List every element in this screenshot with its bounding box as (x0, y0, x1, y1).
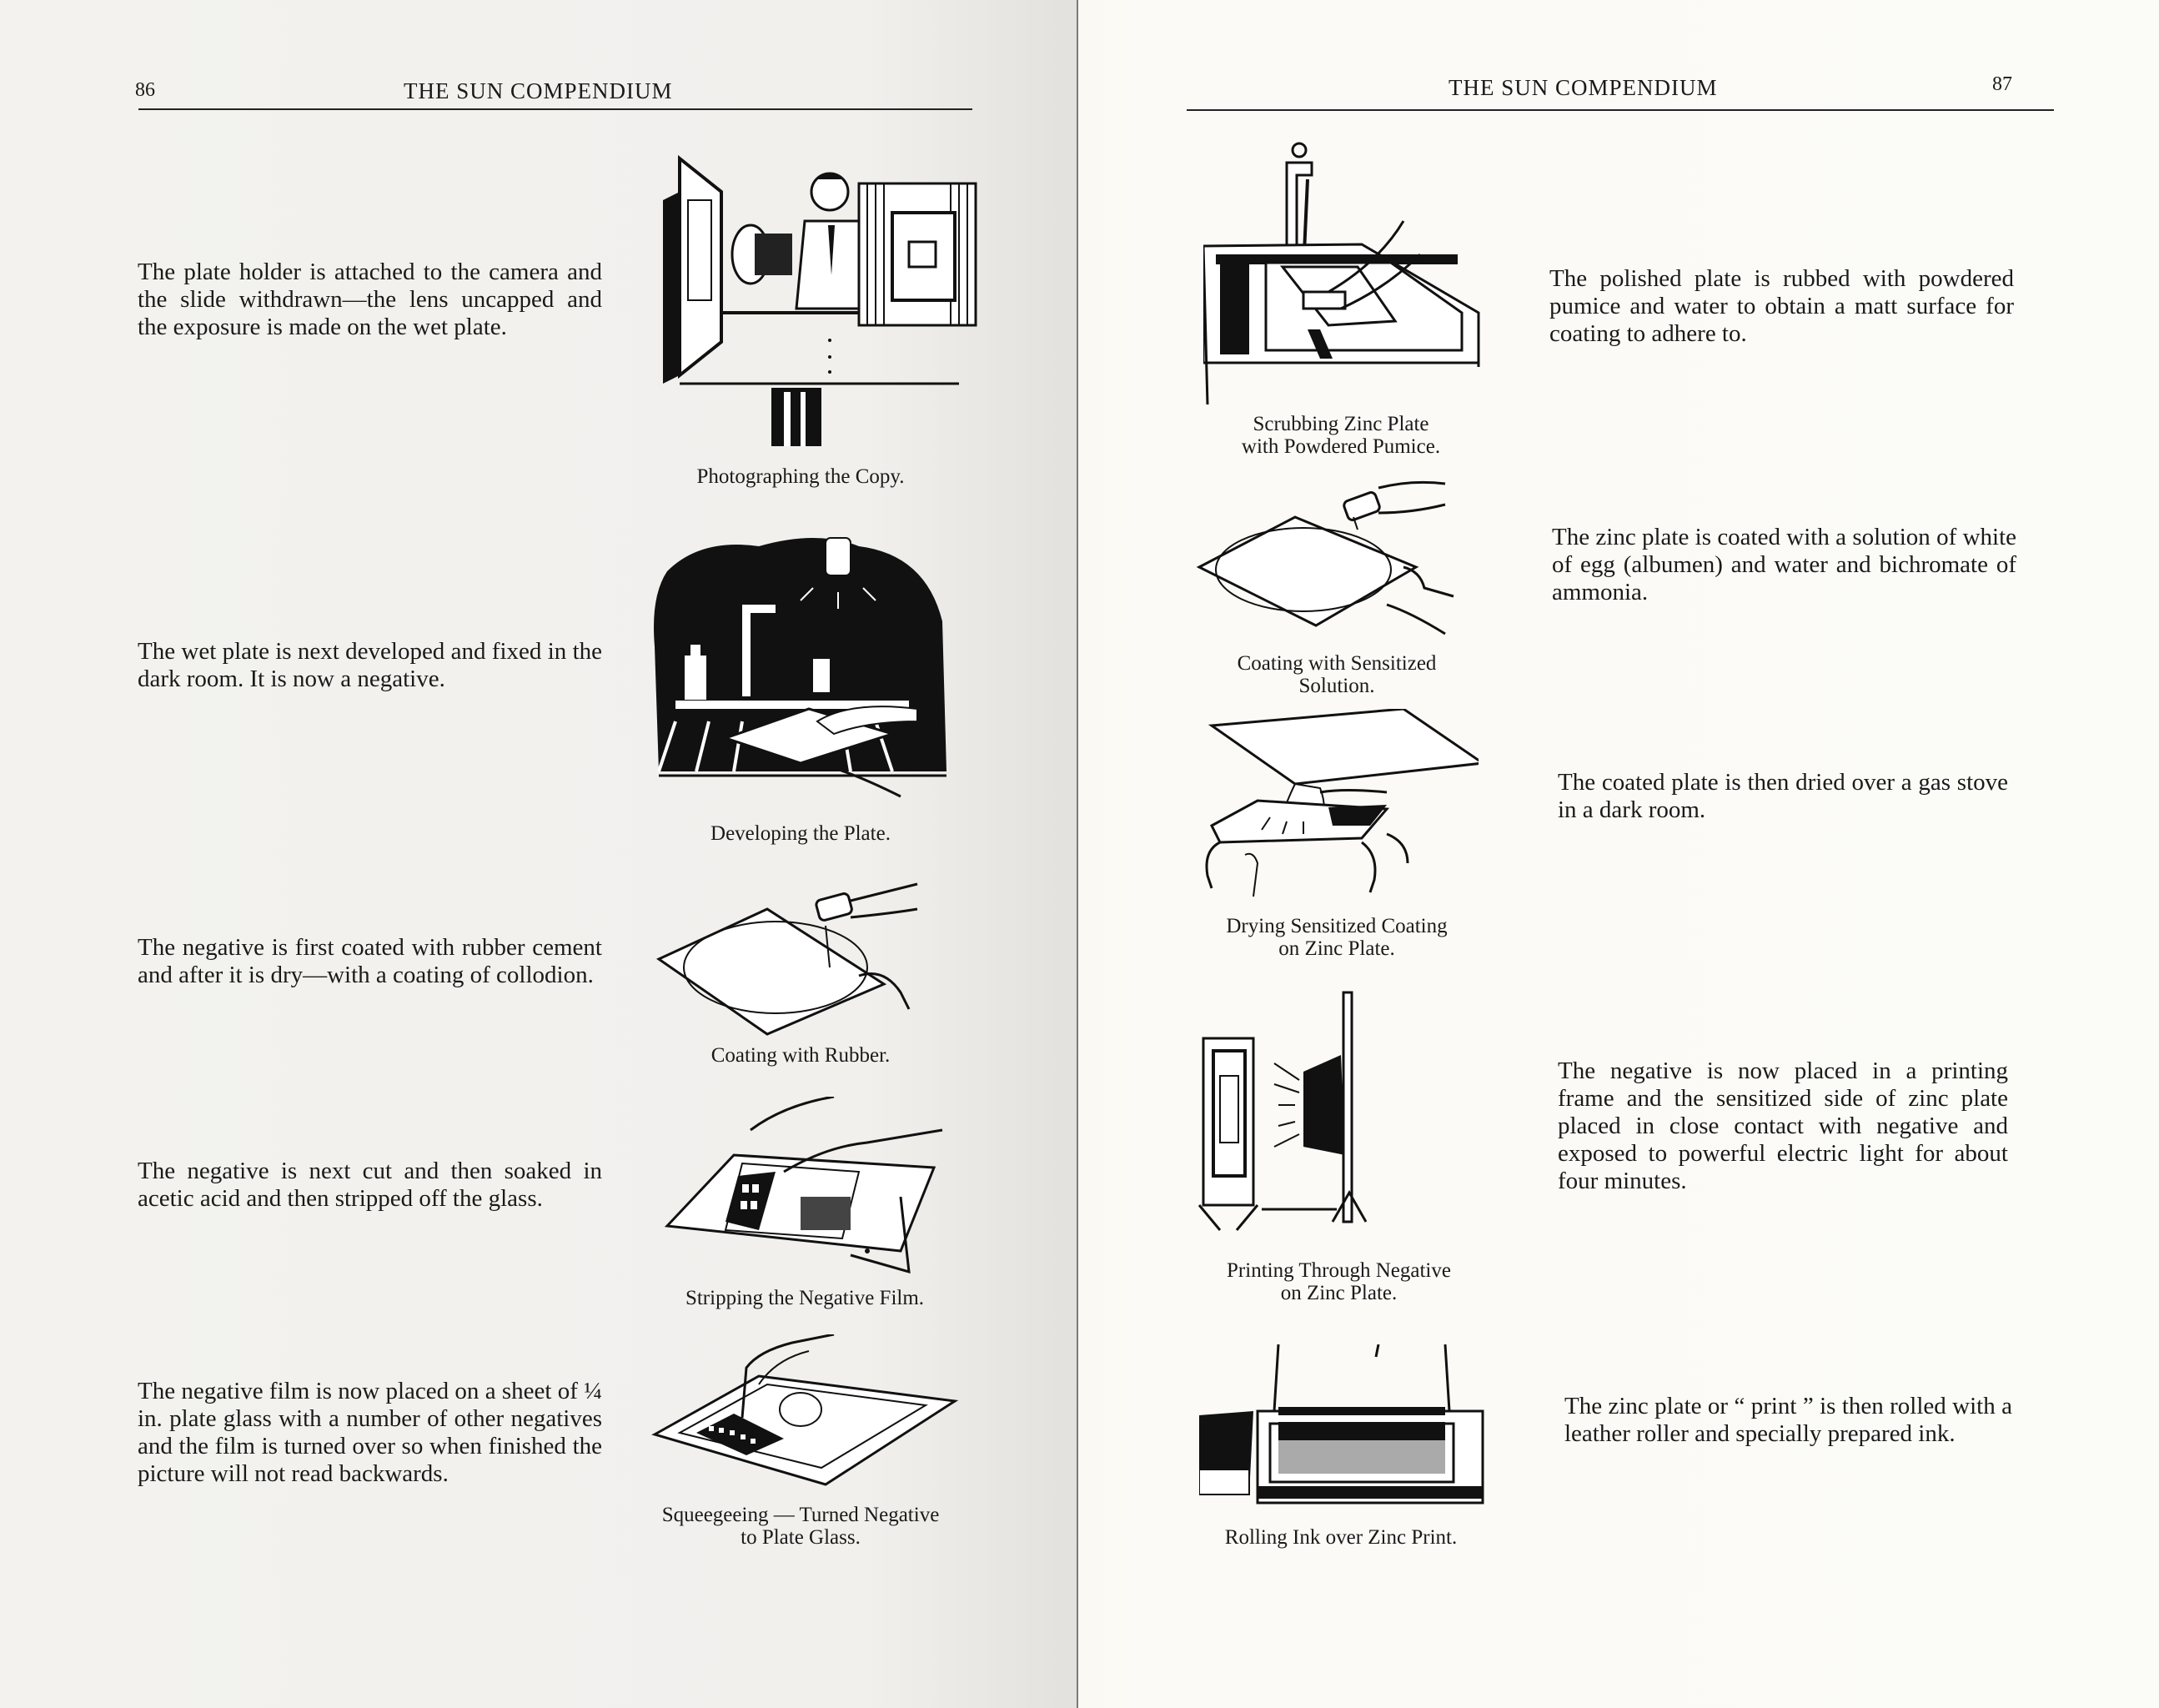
page-number: 87 (1992, 73, 2012, 95)
left-page (0, 0, 1078, 1708)
ink-roller-illustration (1199, 1344, 1487, 1507)
step-paragraph: The negative is first coated with rubber cement and after it is dry—with a coating of collodion. (138, 934, 602, 988)
figure-caption (1208, 413, 1474, 458)
figure-caption: Coating with Rubber. (710, 1044, 891, 1067)
caption-line: on Zinc Plate. (1278, 937, 1395, 960)
step-paragraph: The negative is now placed in a printing frame and the sensitized side of zinc plate placed in close contact with negative and exposed to powerful electric light for about four minutes. (1558, 1057, 2008, 1194)
sink-scrubbing-illustration (1203, 138, 1487, 413)
step-paragraph: The plate holder is attached to the camera and the slide withdrawn—the lens uncapped and the exposure is made on the wet plate. (138, 259, 602, 340)
step-paragraph: The coated plate is then dried over a gas stove in a dark room. (1558, 769, 2008, 823)
header-rule (1187, 109, 2054, 111)
right-page (1078, 0, 2159, 1708)
figure-caption: Photographing the Copy. (696, 465, 905, 488)
darkroom-illustration (650, 521, 951, 813)
header-rule (138, 108, 972, 110)
step-paragraph: The negative film is now placed on a sheet of ¼ in. plate glass with a number of other negatives and the film is turned over so when finished the picture will not read backwards. (138, 1378, 602, 1487)
running-head: THE SUN COMPENDIUM (1449, 75, 1718, 100)
step-paragraph: The zinc plate is coated with a solution of white of egg (albumen) and water and bichromate of ammonia. (1552, 524, 2016, 605)
stripping-film-illustration (659, 1097, 959, 1284)
caption-line: with Powdered Pumice. (1241, 435, 1441, 458)
caption-line: Coating with Sensitized (1237, 652, 1437, 675)
caption-line: Drying Sensitized Coating (1226, 915, 1448, 937)
figure-caption (1195, 1259, 1483, 1304)
step-paragraph: The wet plate is next developed and fixed in the dark room. It is now a negative. (138, 638, 602, 692)
running-head: THE SUN COMPENDIUM (404, 78, 673, 103)
step-paragraph: The zinc plate or “ print ” is then rolled with a leather roller and specially prepared ink. (1564, 1393, 2012, 1447)
figure-caption (1195, 915, 1479, 960)
figure-caption: Developing the Plate. (710, 822, 891, 845)
caption-line: Scrubbing Zinc Plate (1253, 413, 1429, 435)
printing-frame-illustration (1195, 980, 1479, 1238)
figure-caption (1203, 652, 1470, 697)
figure-caption: Squeegeeing — Turned Negative to Plate Glass. (661, 1504, 940, 1549)
step-paragraph: The polished plate is rubbed with powdered pumice and water to obtain a matt surface for coating to adhere to. (1549, 265, 2014, 347)
squeegee-illustration (650, 1334, 959, 1501)
page-number: 86 (135, 79, 155, 101)
gas-stove-illustration (1195, 709, 1479, 909)
caption-line: Printing Through Negative (1227, 1259, 1451, 1282)
figure-caption: Rolling Ink over Zinc Print. (1224, 1526, 1458, 1549)
coating-rubber-illustration (650, 876, 951, 1042)
step-paragraph: The negative is next cut and then soaked in acetic acid and then stripped off the glass. (138, 1158, 602, 1212)
camera-copy-illustration (655, 142, 984, 459)
caption-line: Solution. (1298, 675, 1375, 697)
figure-caption: Stripping the Negative Film. (685, 1287, 925, 1309)
caption-line: on Zinc Plate. (1280, 1282, 1398, 1304)
coating-solution-illustration (1195, 480, 1479, 642)
